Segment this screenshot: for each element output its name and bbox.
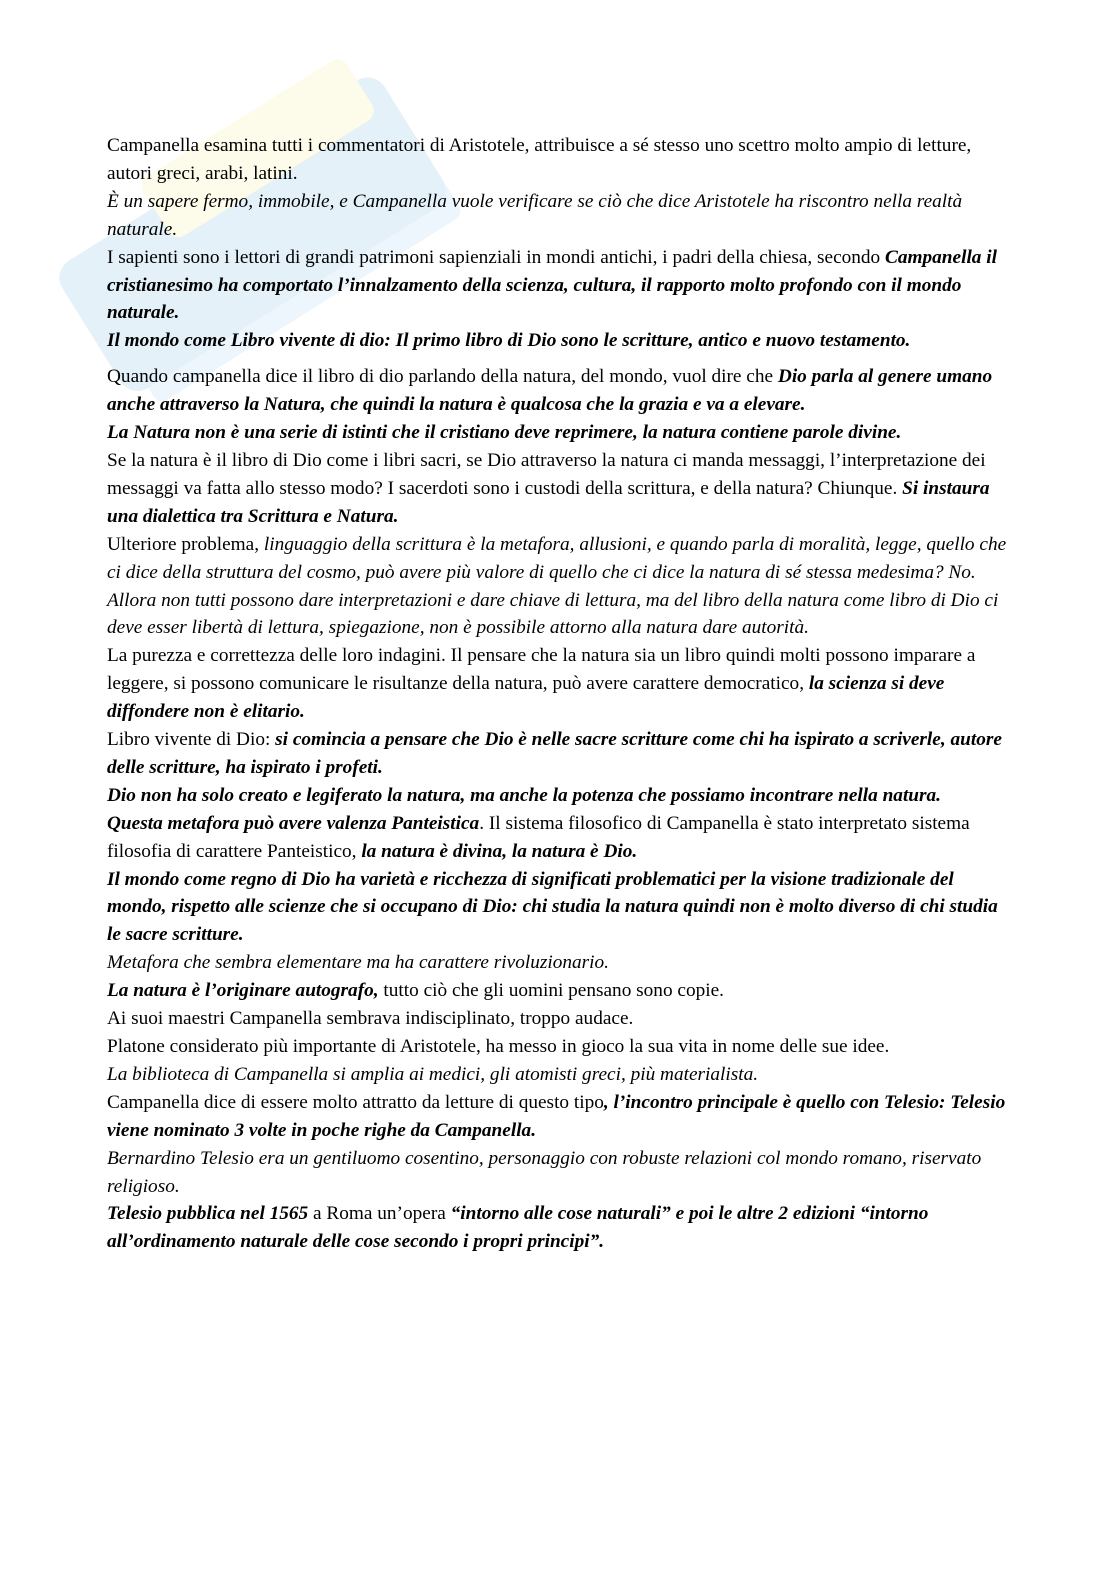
body-text: La purezza e correttezza delle loro indagini. Il pensare che la natura sia un libro quindi molti possono imparare a leggere, si possono comunicare le risultanze della natura, può avere carattere democratico,: [107, 645, 976, 695]
paragraph: [107, 327, 1007, 355]
paragraph: [107, 1033, 1007, 1061]
body-text: Campanella esamina tutti i commentatori di Aristotele, attribuisce a sé stesso uno scettro molto ampio di letture, autori greci, arabi, latini.: [107, 135, 972, 184]
bold-italic-text: Dio parla al genere umano anche attraverso la Natura, che quindi la natura è qualcosa che la grazia e va a elevare.: [107, 366, 993, 416]
body-text: tutto ciò che gli uomini pensano sono copie.: [378, 980, 724, 1002]
bold-italic-text: “intorno alle cose naturali” e poi le altre 2 edizioni “intorno all’ordinamento naturale delle cose secondo i propri principi”.: [107, 1203, 929, 1253]
bold-italic-text: , l’incontro principale è quello con Telesio: Telesio viene nominato 3 volte in poche righe da Campanella.: [107, 1091, 1006, 1141]
bold-italic-text: Il mondo come regno di Dio ha varietà e ricchezza di significati problematici per la visione tradizionale del mondo, rispetto alle scienze che si occupano di Dio: chi studia la natura quindi non è molto diverso di chi studia le sacre scritture.: [107, 868, 998, 946]
bold-italic-text: La Natura non è una serie di istinti che il cristiano deve reprimere, la natura contiene parole divine.: [107, 422, 902, 444]
paragraph: [107, 531, 1007, 587]
paragraph: [107, 447, 1007, 531]
body-text: Quando campanella dice il libro di dio parlando della natura, del mondo, vuol dire che: [107, 366, 778, 388]
italic-text: Allora non tutti possono dare interpretazioni e dare chiave di lettura, ma del libro della natura come libro di Dio ci deve esser libertà di lettura, spiegazione, non è possibile attorno alla natura dare autorità.: [107, 589, 999, 639]
paragraph: [107, 188, 1007, 244]
body-text: Se la natura è il libro di Dio come i libri sacri, se Dio attraverso la natura ci manda messaggi, l’interpretazione dei messaggi va fatta allo stesso modo? I sacerdoti sono i custodi della scrittura, e della natura? Chiunque.: [107, 449, 986, 499]
paragraph: [107, 363, 1007, 419]
bold-italic-text: La natura è l’originare autografo,: [107, 980, 379, 1002]
paragraph: [107, 1200, 1007, 1256]
bold-italic-text: la scienza si deve diffondere non è elitario.: [107, 673, 945, 723]
bold-italic-text: la natura è divina, la natura è Dio.: [361, 840, 638, 862]
paragraph: [107, 1061, 1007, 1089]
bold-italic-text: Telesio pubblica nel 1565: [107, 1203, 309, 1225]
bold-italic-text: Il mondo come Libro vivente di dio: Il primo libro di Dio sono le scritture, antico e nuovo testamento.: [107, 330, 911, 352]
paragraph: [107, 587, 1007, 643]
italic-text: linguaggio della scrittura è la metafora, allusioni, e quando parla di moralità, legge, quello che ci dice della struttura del cosmo, può avere più valore di quello che ci dice la natura di sé stessa medesima? No.: [107, 533, 1007, 583]
paragraph: [107, 949, 1007, 977]
paragraph: [107, 977, 1007, 1005]
body-text: Campanella dice di essere molto attratto da letture di questo tipo: [107, 1091, 604, 1113]
body-text: Libro vivente di Dio:: [107, 729, 276, 751]
paragraph: [107, 244, 1007, 328]
body-text: a Roma un’opera: [308, 1203, 451, 1225]
body-text: Ulteriore problema,: [107, 533, 264, 555]
italic-text: È un sapere fermo, immobile, e Campanella vuole verificare se ciò che dice Aristotele ha riscontro nella realtà naturale.: [107, 190, 963, 240]
italic-text: Metafora che sembra elementare ma ha carattere rivoluzionario.: [107, 952, 609, 974]
body-text: I sapienti sono i lettori di grandi patrimoni sapienziali in mondi antichi, i padri della chiesa, secondo: [107, 246, 886, 268]
paragraph: [107, 866, 1007, 950]
bold-italic-text: Campanella il cristianesimo ha comportato l’innalzamento della scienza, cultura, il rapporto molto profondo con il mondo naturale.: [107, 246, 997, 324]
paragraph: [107, 782, 1007, 810]
bold-italic-text: Questa metafora può avere valenza Panteistica: [107, 812, 480, 834]
bold-italic-text: Si instaura una dialettica tra Scrittura e Natura.: [107, 477, 990, 527]
paragraph: [107, 810, 1007, 866]
bold-italic-text: si comincia a pensare che Dio è nelle sacre scritture come chi ha ispirato a scriverle, autore delle scritture, ha ispirato i profeti.: [107, 729, 1002, 778]
paragraph: [107, 726, 1007, 782]
italic-text: La biblioteca di Campanella si amplia ai medici, gli atomisti greci, più materialista.: [107, 1063, 759, 1085]
bold-italic-text: Dio non ha solo creato e legiferato la natura, ma anche la potenza che possiamo incontrare nella natura.: [107, 784, 941, 806]
body-text: Ai suoi maestri Campanella sembrava indisciplinato, troppo audace.: [107, 1008, 634, 1030]
document-body: [107, 132, 1007, 1256]
paragraph: [107, 642, 1007, 726]
paragraph: [107, 132, 1007, 188]
body-text: Platone considerato più importante di Aristotele, ha messo in gioco la sua vita in nome delle sue idee.: [107, 1036, 890, 1057]
body-text: . Il sistema filosofico di Campanella è stato interpretato sistema filosofia di carattere Panteistico,: [107, 812, 970, 862]
paragraph: [107, 1005, 1007, 1033]
paragraph: [107, 1145, 1007, 1201]
paragraph: [107, 419, 1007, 447]
paragraph: [107, 1089, 1007, 1145]
italic-text: Bernardino Telesio era un gentiluomo cosentino, personaggio con robuste relazioni col mondo romano, riservato religioso.: [107, 1147, 982, 1197]
